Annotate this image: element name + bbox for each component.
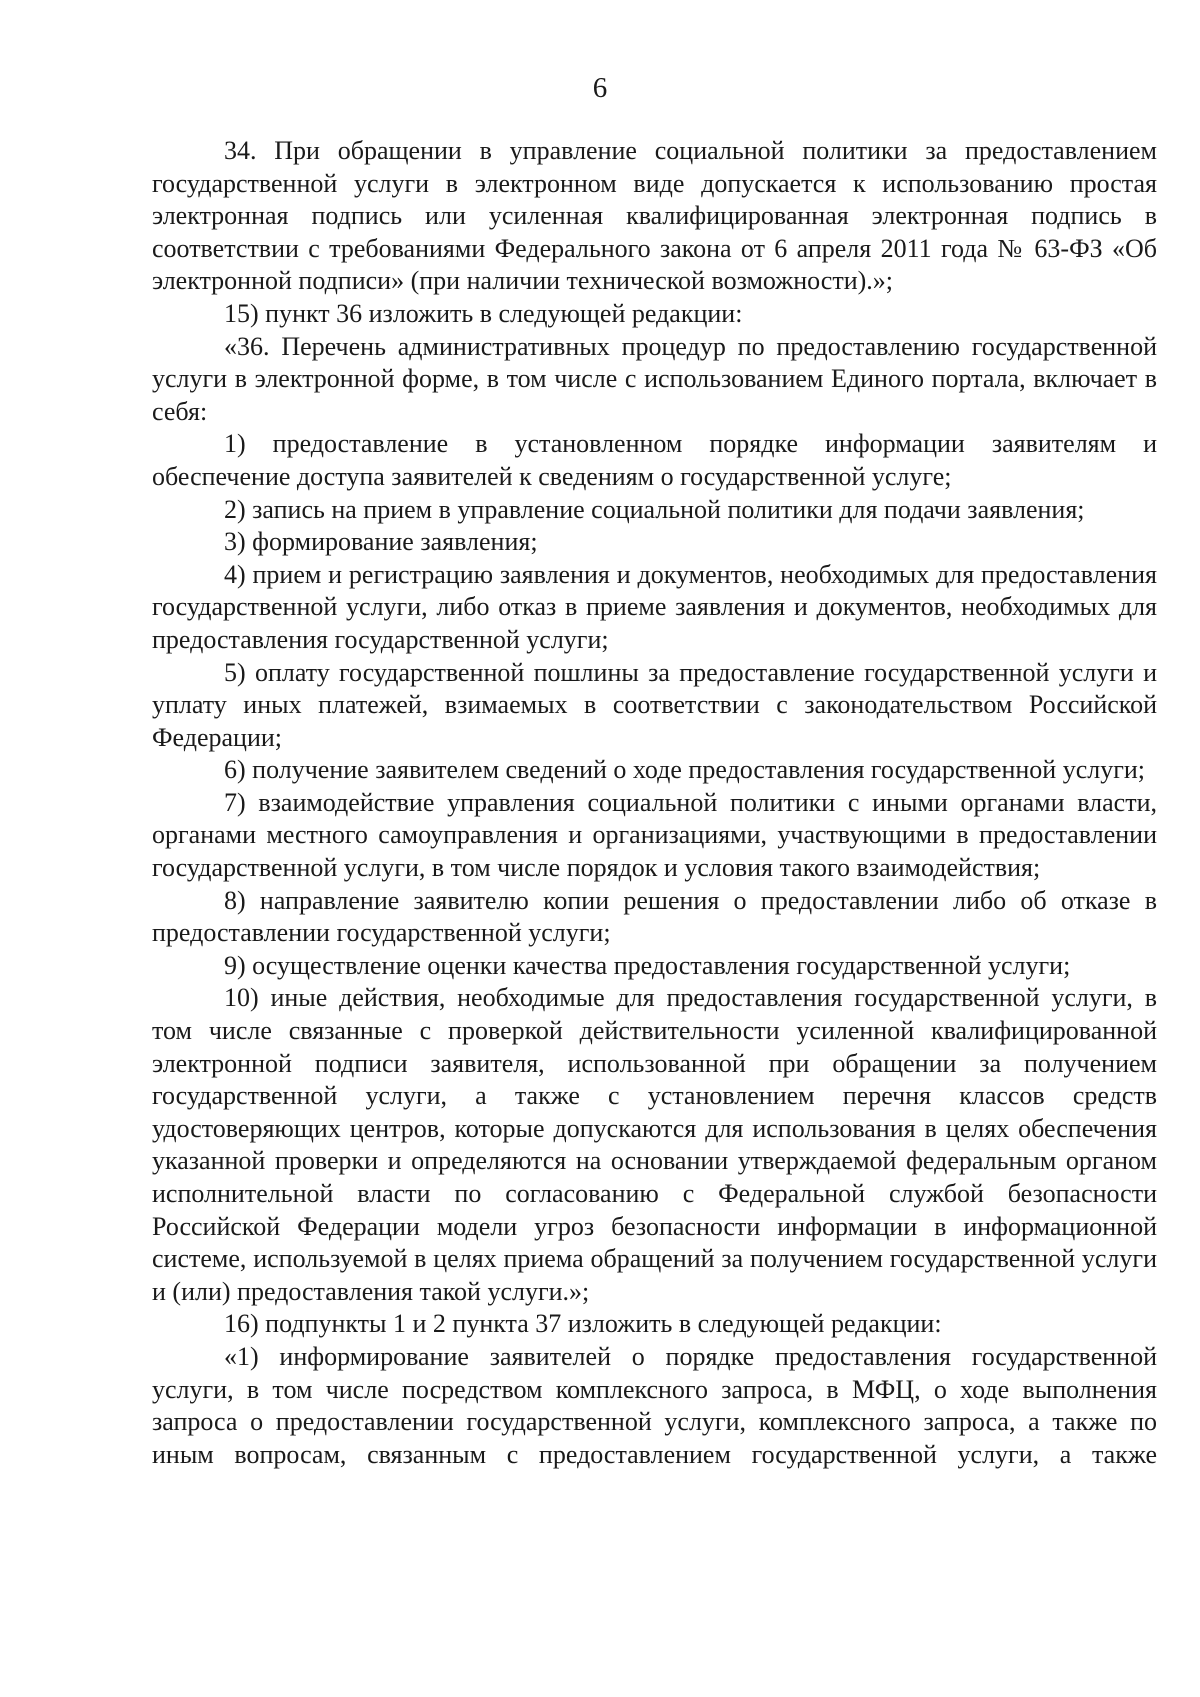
document-body <box>152 135 1157 1471</box>
list-item-9: 9) осуществление оценки качества предоставления государственной услуги; <box>224 950 1071 980</box>
paragraph-36: «36. Перечень административных процедур по предоставлению государственной услуги в электронной форме, в том числе с использованием Единого портала, включает в себя: <box>152 331 1157 426</box>
list-item-7: 7) взаимодействие управления социальной политики с иными органами власти, органами местного самоуправления и организациями, участвующими в предоставлении государственной услуги, в том числе порядок и условия такого взаимодействия; <box>152 787 1157 883</box>
list-item-10: 10) иные действия, необходимые для предоставления государственной услуги, в том числе связанные с проверкой действительности усиленной квалифицированной электронной подписи заявителя, использованной при обращении за получением государственной услуги, а также с установлением перечня классов средств удостоверяющих центров, которые допускаются для использования в целях обеспечения указанной проверки и определяются на основании утверждаемой федеральным органом исполнительной власти по согласованию с Федеральной службой безопасности Российской Федерации модели угроз безопасности информации в информационной системе, используемой в целях приема обращений за получением государственной услуги и (или) предоставления такой услуги.»; <box>152 983 1157 1306</box>
list-item-5: 5) оплату государственной пошлины за предоставление государственной услуги и уплату иных платежей, взимаемых в соответствии с законодательством Российской Федерации; <box>152 657 1157 752</box>
list-item-1: 1) предоставление в установленном порядке информации заявителям и обеспечение доступа заявителей к сведениям о государственной услуге; <box>152 429 1157 491</box>
list-item-6: 6) получение заявителем сведений о ходе предоставления государственной услуги; <box>224 755 1146 785</box>
list-item-4: 4) прием и регистрацию заявления и документов, необходимых для предоставления государственной услуги, либо отказ в приеме заявления и документов, необходимых для предоставления государственной услуги; <box>152 559 1157 654</box>
paragraph-item-16: 16) подпункты 1 и 2 пункта 37 изложить в следующей редакции: <box>224 1309 942 1339</box>
subitem-1-quote: «1) информирование заявителей о порядке предоставления государственной услуги, в том числе посредством комплексного запроса, в МФЦ, о ходе выполнения запроса о предоставлении государственной услуги, комплексного запроса, а также по иным вопросам, связанным с предоставлением государственной услуги, а также <box>152 1341 1157 1469</box>
list-item-8: 8) направление заявителю копии решения о предоставлении либо об отказе в предоставлении государственной услуги; <box>152 885 1157 948</box>
paragraph-item-15: 15) пункт 36 изложить в следующей редакции: <box>224 298 743 328</box>
paragraph-34: 34. При обращении в управление социальной политики за предоставлением государственной услуги в электронном виде допускается к использованию простая электронная подпись или усиленная квалифицированная электронная подпись в соответствии с требованиями Федерального закона от 6 апреля 2011 года № 63-ФЗ «Об электронной подписи» (при наличии технической возможности).»; <box>152 136 1157 296</box>
list-item-3: 3) формирование заявления; <box>224 527 538 557</box>
list-item-2: 2) запись на прием в управление социальной политики для подачи заявления; <box>224 494 1085 524</box>
page-number: 6 <box>592 72 608 104</box>
